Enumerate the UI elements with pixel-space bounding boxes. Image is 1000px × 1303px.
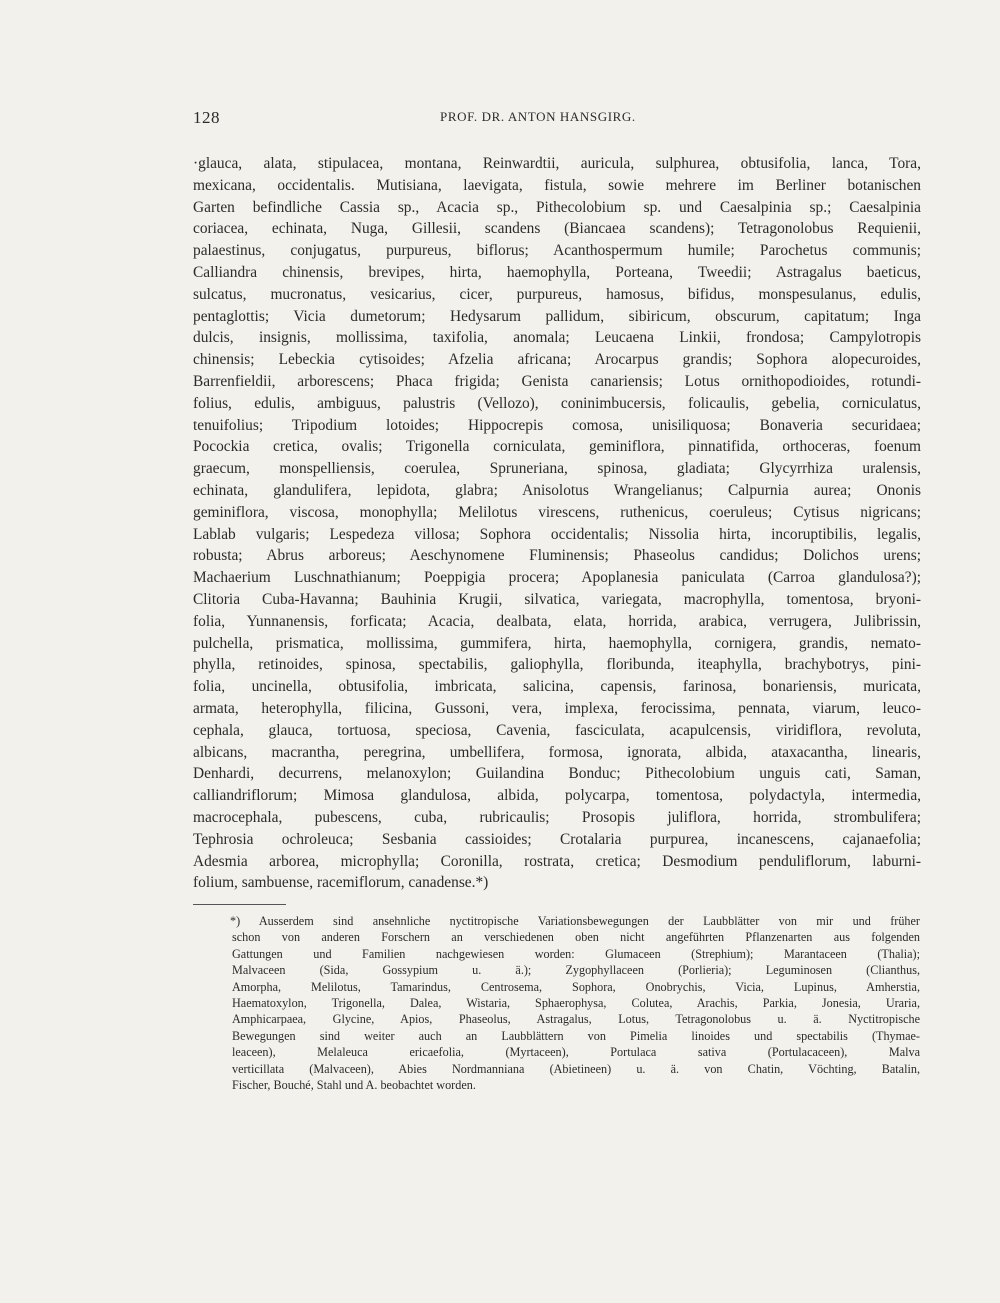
body-line: folia, uncinella, obtusifolia, imbricata, salicina, capensis, farinosa, bonariensis, muricata, <box>193 678 921 696</box>
page-number: 128 <box>193 108 220 127</box>
body-line: macrocephala, pubescens, cuba, rubricaulis; Prosopis juliflora, horrida, strombulifera; <box>193 808 921 826</box>
body-line: Clitoria Cuba-Havanna; Bauhinia Krugii, silvatica, variegata, macrophylla, tomentosa, bryoni- <box>193 590 921 608</box>
body-line: albicans, macrantha, peregrina, umbellifera, formosa, ignorata, albida, ataxacantha, linearis, <box>193 743 921 761</box>
footnote-line: *) Ausserdem sind ansehnliche nyctitropische Variationsbewegungen der Laubblätter von mir und früher <box>230 914 920 928</box>
footnote <box>232 913 920 1093</box>
footnote-line: Gattungen und Familien nachgewiesen worden: Glumaceen (Strephium); Marantaceen (Thalia); <box>232 946 920 961</box>
footnote-line: schon von anderen Forschern an verschiedenen oben nicht angeführten Pflanzenarten aus folgenden <box>232 930 920 945</box>
footnote-line: leaceen), Melaleuca ericaefolia, (Myrtaceen), Portulaca sativa (Portulacaceen), Malva <box>232 1045 920 1060</box>
footnote-line: Bewegungen sind weiter auch an Laubblättern von Pimelia linoides und spectabilis (Thymae- <box>232 1028 920 1043</box>
footnote-line: Haematoxylon, Trigonella, Dalea, Wistaria, Sphaerophysa, Colutea, Arachis, Parkia, Jonesia, Uraria, <box>232 996 920 1011</box>
body-line: graecum, monspelliensis, coerulea, Spruneriana, spinosa, gladiata; Glycyrrhiza uralensis, <box>193 460 921 478</box>
footnote-rule <box>193 904 286 905</box>
running-head: PROF. DR. ANTON HANSGIRG. <box>440 109 636 124</box>
body-line: geminiflora, viscosa, monophylla; Melilotus virescens, ruthenicus, coeruleus; Cytisus nigricans; <box>193 503 921 521</box>
body-line: Lablab vulgaris; Lespedeza villosa; Sophora occidentalis; Nissolia hirta, incoruptibilis, legalis, <box>193 525 921 543</box>
body-line: echinata, glandulifera, lepidota, glabra; Anisolotus Wrangelianus; Calpurnia aurea; Ononis <box>193 481 921 499</box>
body-line: Pocockia cretica, ovalis; Trigonella corniculata, geminiflora, pinnatifida, orthoceras, foenum <box>193 438 921 456</box>
body-line: Garten befindliche Cassia sp., Acacia sp., Pithecolobium sp. und Caesalpinia sp.; Caesalpinia <box>193 198 921 216</box>
body-line: calliandriflorum; Mimosa glandulosa, albida, polycarpa, tomentosa, polydactyla, intermedia, <box>193 787 921 805</box>
body-line: folia, Yunnanensis, forficata; Acacia, dealbata, elata, horrida, arabica, verrugera, Julibrissin, <box>193 612 921 630</box>
footnote-line: Malvaceen (Sida, Gossypium u. ä.); Zygophyllaceen (Porlieria); Leguminosen (Clianthus, <box>232 963 920 978</box>
body-line: tenuifolius; Tripodium lotoides; Hippocrepis comosa, unisiliquosa; Bonaveria securidaea; <box>193 416 921 434</box>
body-line: pentaglottis; Vicia dumetorum; Hedysarum pallidum, sibiricum, obscurum, capitatum; Inga <box>193 307 921 325</box>
body-line: Tephrosia ochroleuca; Sesbania cassioides; Crotalaria purpurea, incanescens, cajanaefolia; <box>193 830 921 848</box>
body-line: pulchella, prismatica, mollissima, gummifera, hirta, haemophylla, cornigera, grandis, nemato- <box>193 634 921 652</box>
body-line: sulcatus, mucronatus, vesicarius, cicer, purpureus, hamosus, bifidus, monspesulanus, edulis, <box>193 285 921 303</box>
body-line: phylla, retinoides, spinosa, spectabilis, galiophylla, floribunda, iteaphylla, brachybotrys, pini- <box>193 656 921 674</box>
footnote-line: Amorpha, Melilotus, Tamarindus, Centrosema, Sophora, Onobrychis, Vicia, Lupinus, Amherstia, <box>232 979 920 994</box>
body-line: folius, edulis, ambiguus, palustris (Vellozo), coninimbucersis, folicaulis, gebelia, corniculatus, <box>193 394 921 412</box>
body-line: Adesmia arborea, microphylla; Coronilla, rostrata, cretica; Desmodium penduliflorum, laburni- <box>193 852 921 870</box>
body-line: chinensis; Lebeckia cytisoides; Afzelia africana; Arocarpus grandis; Sophora alopecuroides, <box>193 351 921 369</box>
footnote-line: Fischer, Bouché, Stahl und A. beobachtet worden. <box>232 1078 476 1093</box>
body-line: ·glauca, alata, stipulacea, montana, Reinwardtii, auricula, sulphurea, obtusifolia, lanca, Tora, <box>193 155 921 172</box>
body-text <box>193 153 921 894</box>
body-line: coriacea, echinata, Nuga, Gillesii, scandens (Biancaea scandens); Tetragonolobus Requienii, <box>193 220 921 238</box>
footnote-line: verticillata (Malvaceen), Abies Nordmanniana (Abietineen) u. ä. von Chatin, Vöchting, Batalin, <box>232 1061 920 1076</box>
body-line: armata, heterophylla, filicina, Gussoni, vera, implexa, ferocissima, pennata, viarum, leuco- <box>193 699 921 717</box>
body-line: mexicana, occidentalis. Mutisiana, laevigata, fistula, sowie mehrere im Berliner botanischen <box>193 176 921 194</box>
body-line: Machaerium Luschnathianum; Poeppigia procera; Apoplanesia paniculata (Carroa glandulosa?); <box>193 569 921 587</box>
body-line: dulcis, insignis, mollissima, taxifolia, anomala; Leucaena Linkii, frondosa; Campylotropis <box>193 329 921 347</box>
body-line: Calliandra chinensis, brevipes, hirta, haemophylla, Porteana, Tweedii; Astragalus baeticus, <box>193 263 921 281</box>
body-line: palaestinus, conjugatus, purpureus, biflorus; Acanthospermum humile; Parochetus communis; <box>193 242 921 260</box>
body-line: Barrenfieldii, arborescens; Phaca frigida; Genista canariensis; Lotus ornithopodioides, rotundi- <box>193 372 921 390</box>
body-line: robusta; Abrus arboreus; Aeschynomene Fluminensis; Phaseolus candidus; Dolichos urens; <box>193 547 921 565</box>
footnote-line: Amphicarpaea, Glycine, Apios, Phaseolus, Astragalus, Lotus, Tetragonolobus u. ä. Nyctitropische <box>232 1012 920 1027</box>
body-line: Denhardi, decurrens, melanoxylon; Guilandina Bonduc; Pithecolobium unguis cati, Saman, <box>193 765 921 783</box>
body-line: folium, sambuense, racemiflorum, canadense.*) <box>193 874 489 892</box>
body-line: cephala, glauca, tortuosa, speciosa, Cavenia, fasciculata, acapulcensis, viridiflora, revoluta, <box>193 721 921 739</box>
